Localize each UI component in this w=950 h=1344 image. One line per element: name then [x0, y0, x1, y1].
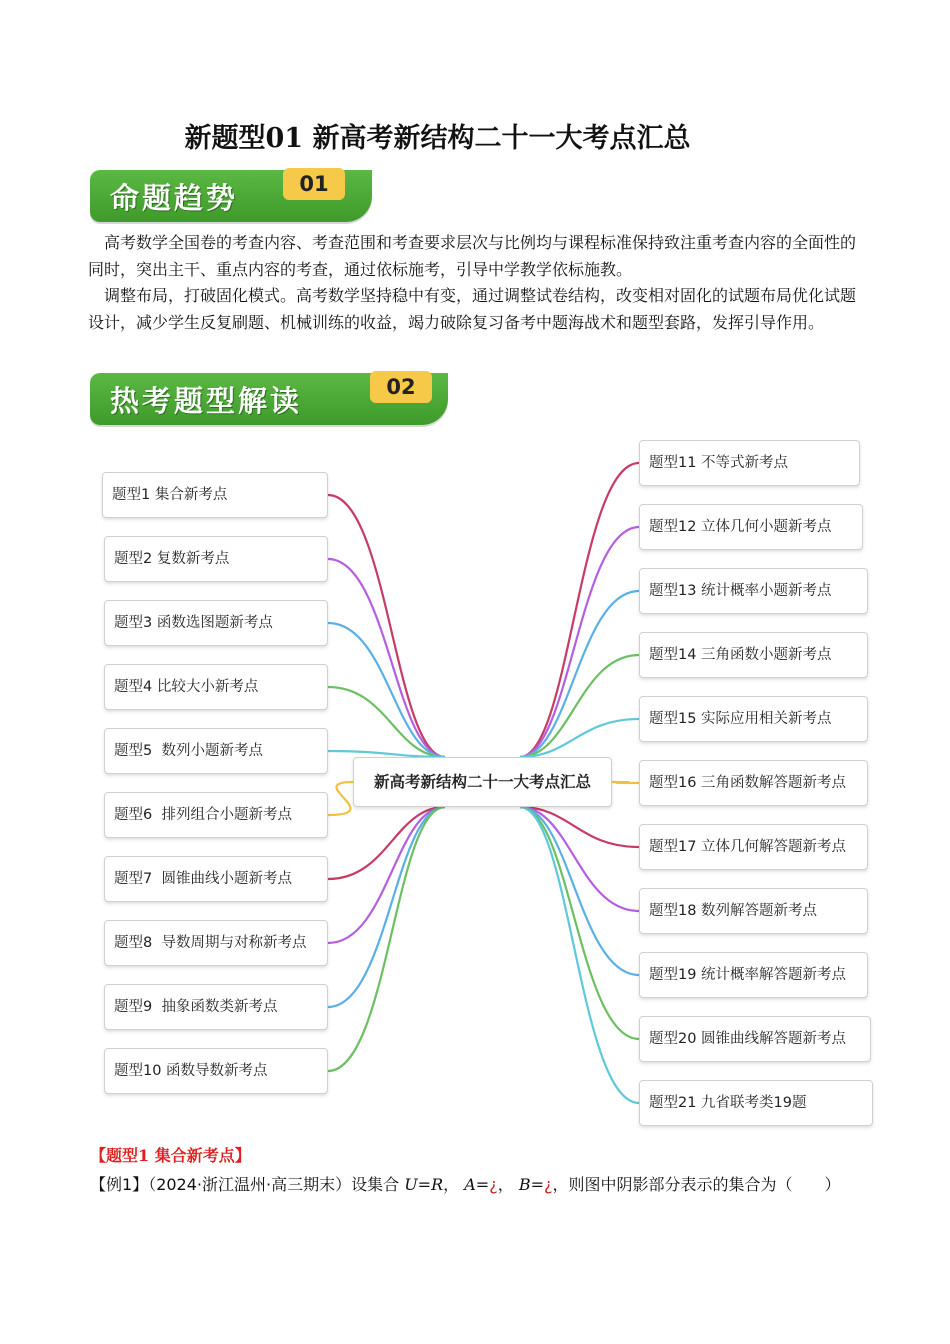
example-question [90, 1172, 841, 1195]
example-source: （2024·浙江温州·高三期末）设集合 [148, 1175, 400, 1194]
connector-line [520, 463, 639, 757]
mind-map [0, 430, 950, 1140]
separator: ， [443, 1175, 460, 1194]
connector-line [520, 807, 639, 1103]
connector-line [520, 527, 639, 757]
banner-label: 命题趋势 [110, 181, 239, 215]
math-a: A= [464, 1175, 490, 1194]
section-banner-trend [90, 170, 372, 222]
mind-map-node: 题型21 九省联考类19题 [639, 1080, 873, 1126]
paragraph: 调整布局，打破固化模式。高考数学坚持稳中有变，通过调整试卷结构，改变相对固化的试题布局优化试题设计，减少学生反复刷题、机械训练的收益，竭力破除复习备考中题海战术和题型套路，发挥引导作用。 [88, 286, 857, 332]
mind-map-node: 题型12 立体几何小题新考点 [639, 504, 863, 550]
mind-map-node: 题型16 三角函数解答题新考点 [639, 760, 868, 806]
mind-map-node: 题型8 导数周期与对称新考点 [104, 920, 328, 966]
mind-map-node: 题型18 数列解答题新考点 [639, 888, 868, 934]
mind-map-node: 题型19 统计概率解答题新考点 [639, 952, 868, 998]
mind-map-node: 题型10 函数导数新考点 [104, 1048, 328, 1094]
mind-map-node: 题型13 统计概率小题新考点 [639, 568, 868, 614]
separator: ， [497, 1175, 514, 1194]
mind-map-node: 题型3 函数选图题新考点 [104, 600, 328, 646]
section-banner-hot [90, 373, 448, 425]
math-b: B= [518, 1175, 544, 1194]
mind-map-node: 题型11 不等式新考点 [639, 440, 860, 486]
paragraph: 高考数学全国卷的考查内容、考查范围和考查要求层次与比例均与课程标准保持致注重考查内容的全面性的同时，突出主干、重点内容的考查，通过依标施考，引导中学教学依标施教。 [88, 233, 857, 279]
mind-map-node: 题型2 复数新考点 [104, 536, 328, 582]
math-u: U=R [404, 1175, 444, 1194]
mind-map-node: 题型17 立体几何解答题新考点 [639, 824, 868, 870]
mind-map-node: 题型4 比较大小新考点 [104, 664, 328, 710]
banner-number: 01 [283, 168, 345, 200]
mind-map-node: 题型6 排列组合小题新考点 [104, 792, 328, 838]
example-tail: ，则图中阴影部分表示的集合为（ ） [552, 1175, 841, 1194]
example-label: 【例1】 [90, 1175, 149, 1194]
mind-map-node: 题型5 数列小题新考点 [104, 728, 328, 774]
mind-map-node: 题型7 圆锥曲线小题新考点 [104, 856, 328, 902]
mind-map-node: 题型1 集合新考点 [102, 472, 328, 518]
connector-line [520, 807, 639, 1039]
mind-map-node: 题型15 实际应用相关新考点 [639, 696, 868, 742]
connector-line [328, 559, 445, 757]
math-b-value: ¿ [543, 1175, 553, 1194]
connector-line [328, 807, 445, 1007]
connector-line [520, 591, 639, 757]
banner-number: 02 [370, 371, 432, 403]
banner-label: 热考题型解读 [110, 384, 303, 418]
mind-map-node: 题型14 三角函数小题新考点 [639, 632, 868, 678]
connector-line [328, 807, 445, 943]
connector-line [520, 807, 639, 975]
connector-line [612, 782, 639, 783]
connector-line [328, 782, 353, 815]
mind-map-node: 题型9 抽象函数类新考点 [104, 984, 328, 1030]
math-a-value: ¿ [489, 1175, 498, 1194]
section-heading: 【题型1 集合新考点】 [90, 1146, 251, 1165]
page-title: 新题型01 新高考新结构二十一大考点汇总 [184, 123, 691, 154]
mind-map-node: 题型20 圆锥曲线解答题新考点 [639, 1016, 871, 1062]
mind-map-center: 新高考新结构二十一大考点汇总 [353, 757, 612, 807]
